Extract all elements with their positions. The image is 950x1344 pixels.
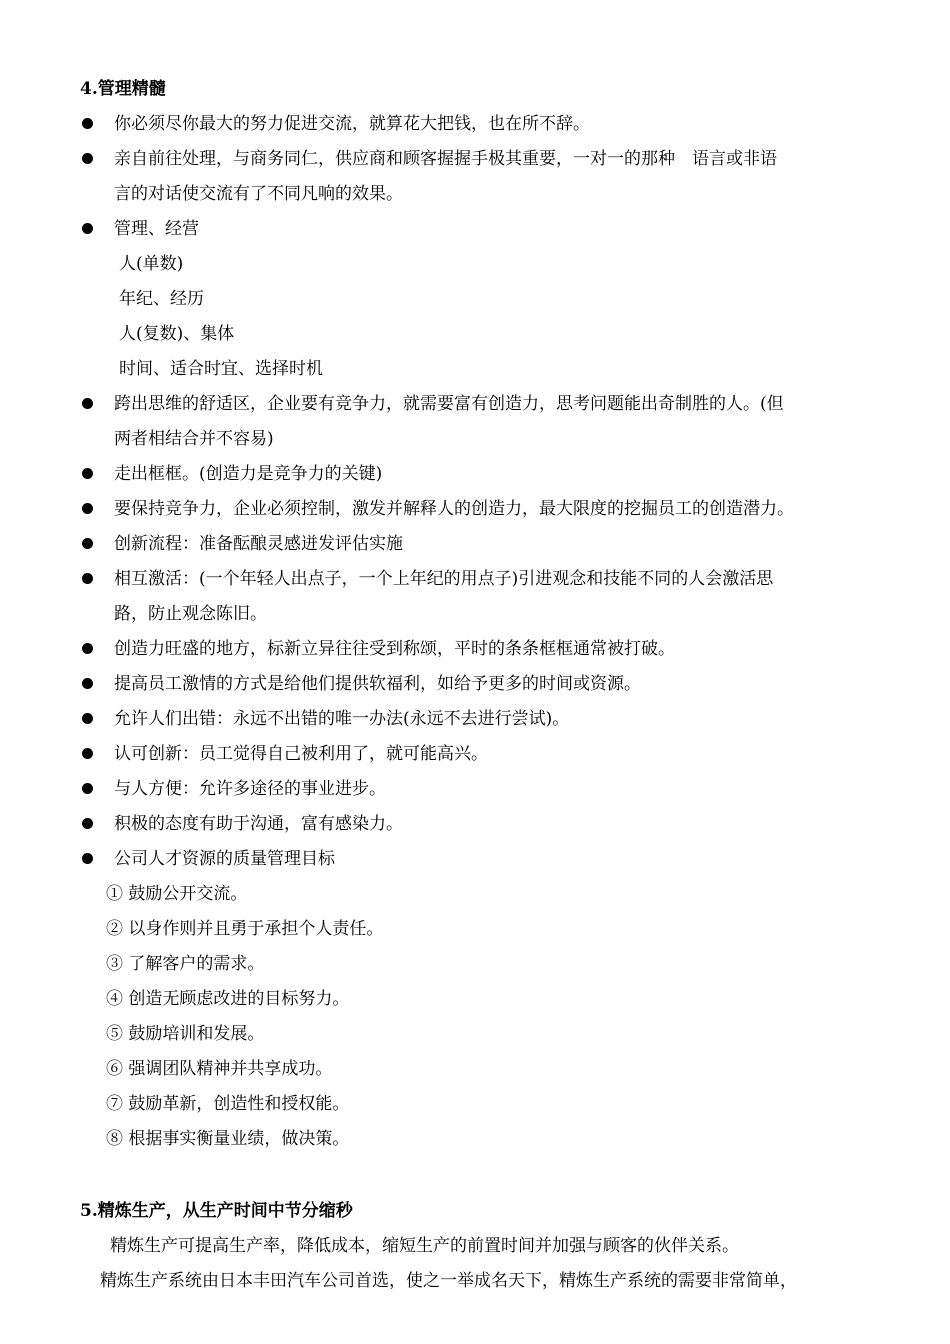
bullet-text: 提高员工激情的方式是给他们提供软福利，如给予更多的时间或资源。 [114, 674, 641, 694]
bullet-icon [82, 468, 93, 479]
bullet-text: 积极的态度有助于沟通，富有感染力。 [114, 814, 403, 834]
bullet-text: 公司人才资源的质量管理目标 [114, 849, 335, 869]
bullet-icon [82, 818, 93, 829]
numbered-item: ① 鼓励公开交流。 [106, 884, 248, 904]
bullet-icon [82, 678, 93, 689]
bullet-icon [82, 223, 93, 234]
bullet-text: 相互激活：(一个年轻人出点子，一个上年纪的用点子)引进观念和技能不同的人会激活思 [114, 569, 774, 589]
numbered-item: ④ 创造无顾虑改进的目标努力。 [106, 989, 350, 1009]
bullet-text: 创造力旺盛的地方，标新立异往往受到称颂，平时的条条框框通常被打破。 [114, 639, 675, 659]
numbered-item: ⑦ 鼓励革新，创造性和授权能。 [106, 1094, 350, 1114]
bullet-text: 亲自前往处理，与商务同仁，供应商和顾客握握手极其重要，一对一的那种 语言或非语 [114, 149, 777, 169]
bullet-text: 管理、经营 [114, 219, 199, 239]
bullet-text: 要保持竞争力，企业必须控制，激发并解释人的创造力，最大限度的挖掘员工的创造潜力。 [114, 499, 794, 519]
bullet-text: 创新流程：准备酝酿灵感迸发评估实施 [114, 534, 403, 554]
bullet-text: 与人方便：允许多途径的事业进步。 [114, 779, 386, 799]
bullet-icon [82, 398, 93, 409]
numbered-item: ③ 了解客户的需求。 [106, 954, 265, 974]
bullet-icon [82, 573, 93, 584]
bullet-icon [82, 713, 93, 724]
sub-item: 人(单数) [119, 254, 184, 274]
bullet-icon [82, 783, 93, 794]
paragraph: 精炼生产系统由日本丰田汽车公司首选，使之一举成名天下，精炼生产系统的需要非常简单， [100, 1271, 797, 1291]
sub-item: 人(复数)、集体 [119, 324, 235, 344]
sub-item: 时间、适合时宜、选择时机 [119, 359, 323, 379]
bullet-text-continued: 言的对话使交流有了不同凡响的效果。 [114, 184, 403, 204]
bullet-text-continued: 路，防止观念陈旧。 [114, 604, 267, 624]
sub-item: 年纪、经历 [119, 289, 204, 309]
bullet-icon [82, 643, 93, 654]
paragraph: 精炼生产可提高生产率，降低成本，缩短生产的前置时间并加强与顾客的伙伴关系。 [110, 1236, 739, 1256]
bullet-icon [82, 538, 93, 549]
bullet-text: 走出框框。(创造力是竞争力的关键) [114, 464, 383, 484]
bullet-icon [82, 503, 93, 514]
numbered-item: ⑥ 强调团队精神并共享成功。 [106, 1059, 333, 1079]
bullet-text: 你必须尽你最大的努力促进交流，就算花大把钱，也在所不辞。 [114, 114, 590, 134]
bullet-text: 认可创新：员工觉得自己被利用了，就可能高兴。 [114, 744, 488, 764]
numbered-item: ⑧ 根据事实衡量业绩，做决策。 [106, 1129, 350, 1149]
section-heading-4: 4.管理精髓 [80, 79, 166, 99]
numbered-item: ② 以身作则并且勇于承担个人责任。 [106, 919, 384, 939]
numbered-item: ⑤ 鼓励培训和发展。 [106, 1024, 265, 1044]
bullet-icon [82, 118, 93, 129]
bullet-text: 允许人们出错：永远不出错的唯一办法(永远不去进行尝试)。 [114, 709, 570, 729]
bullet-icon [82, 748, 93, 759]
bullet-text-continued: 两者相结合并不容易) [114, 429, 274, 449]
section-heading-5: 5.精炼生产，从生产时间中节分缩秒 [80, 1201, 353, 1221]
bullet-icon [82, 153, 93, 164]
bullet-text: 跨出思维的舒适区，企业要有竞争力，就需要富有创造力，思考问题能出奇制胜的人。(但 [114, 394, 784, 414]
bullet-icon [82, 853, 93, 864]
